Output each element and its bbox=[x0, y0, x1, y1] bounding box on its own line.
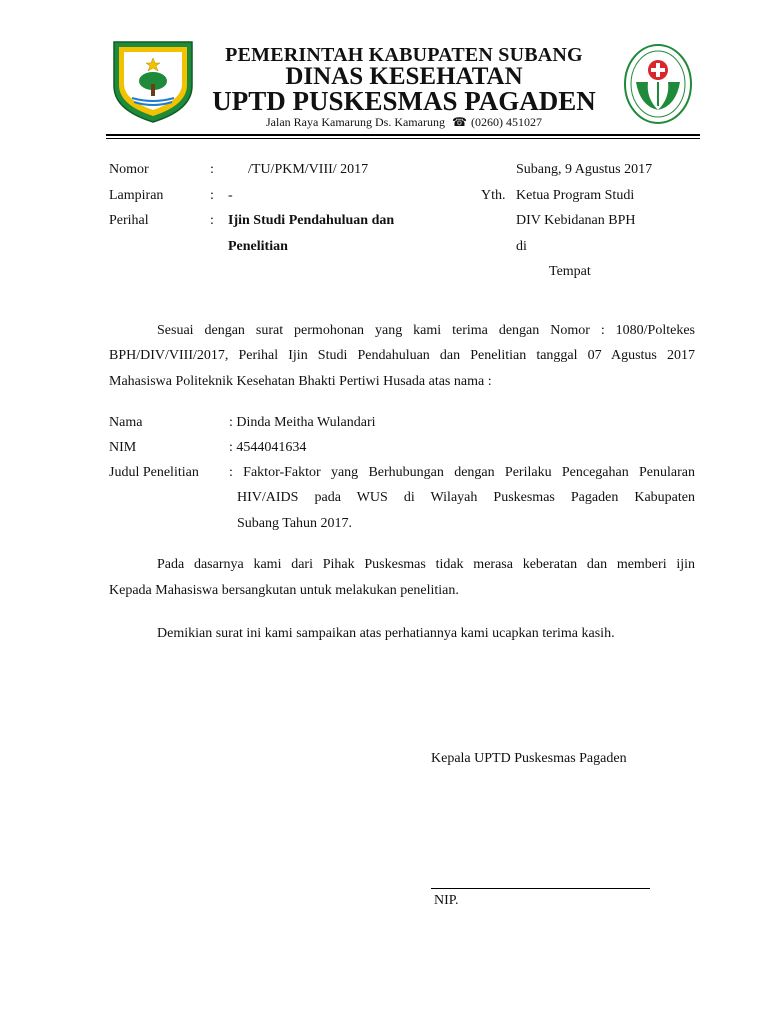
judul-label: Judul Penelitian bbox=[109, 465, 199, 480]
lampiran-value: - bbox=[228, 188, 233, 203]
paragraph1-line3: Mahasiswa Politeknik Kesehatan Bhakti Pertiwi Husada atas nama : bbox=[109, 374, 492, 389]
letter-date: Subang, 9 Agustus 2017 bbox=[516, 162, 653, 177]
letterhead-rule-thick bbox=[106, 134, 700, 136]
nama-value: : Dinda Meitha Wulandari bbox=[229, 415, 376, 430]
letterhead-rule-thin bbox=[106, 138, 700, 139]
judul-line3: Subang Tahun 2017. bbox=[237, 516, 353, 531]
nim-value: : 4544041634 bbox=[229, 440, 307, 455]
phone-number: (0260) 451027 bbox=[470, 115, 542, 129]
nomor-colon: : bbox=[210, 162, 214, 177]
paragraph1-line2: BPH/DIV/VIII/2017, Perihal Ijin Studi Pendahuluan dan Penelitian tanggal 07 Agustus 2017 bbox=[109, 348, 695, 363]
judul-line1: : Faktor-Faktor yang Berhubungan dengan Perilaku Pencegahan Penularan bbox=[229, 465, 695, 480]
perihal-value-line2: Penelitian bbox=[228, 239, 288, 254]
yth-label: Yth. bbox=[481, 188, 506, 203]
nip-label: NIP. bbox=[434, 893, 459, 908]
nama-label: Nama bbox=[109, 415, 143, 430]
perihal-label: Perihal bbox=[109, 213, 149, 228]
recipient-line1: Ketua Program Studi bbox=[516, 188, 635, 203]
closing-paragraph: Demikian surat ini kami sampaikan atas perhatiannya kami ucapkan terima kasih. bbox=[157, 626, 615, 641]
letterhead-agency: DINAS KESEHATAN bbox=[285, 63, 523, 90]
paragraph2-line2: Kepada Mahasiswa bersangkutan untuk melakukan penelitian. bbox=[109, 583, 459, 598]
phone-icon: ☎ bbox=[451, 115, 467, 129]
recipient-line2: DIV Kebidanan BPH bbox=[516, 213, 636, 228]
letterhead-address bbox=[0, 115, 768, 130]
paragraph2-line1: Pada dasarnya kami dari Pihak Puskesmas tidak merasa keberatan dan memberi ijin bbox=[157, 557, 695, 572]
address-text: Jalan Raya Kamarung Ds. Kamarung bbox=[266, 115, 445, 129]
perihal-value-line1: Ijin Studi Pendahuluan dan bbox=[228, 213, 395, 228]
letterhead-office: UPTD PUSKESMAS PAGADEN bbox=[212, 86, 596, 116]
nomor-value: /TU/PKM/VIII/ 2017 bbox=[248, 162, 369, 177]
signature-line bbox=[431, 888, 650, 889]
recipient-line4: Tempat bbox=[549, 264, 591, 279]
judul-line2: HIV/AIDS pada WUS di Wilayah Puskesmas Pagaden Kabupaten bbox=[237, 490, 695, 505]
recipient-line3: di bbox=[516, 239, 527, 254]
nomor-label: Nomor bbox=[109, 162, 149, 177]
lampiran-colon: : bbox=[210, 188, 214, 203]
paragraph1-line1: Sesuai dengan surat permohonan yang kami terima dengan Nomor : 1080/Poltekes bbox=[157, 323, 695, 338]
nim-label: NIM bbox=[109, 440, 137, 455]
lampiran-label: Lampiran bbox=[109, 188, 164, 203]
perihal-colon: : bbox=[210, 213, 214, 228]
letterhead-government: PEMERINTAH KABUPATEN SUBANG bbox=[225, 44, 583, 66]
signatory-title: Kepala UPTD Puskesmas Pagaden bbox=[431, 751, 627, 766]
